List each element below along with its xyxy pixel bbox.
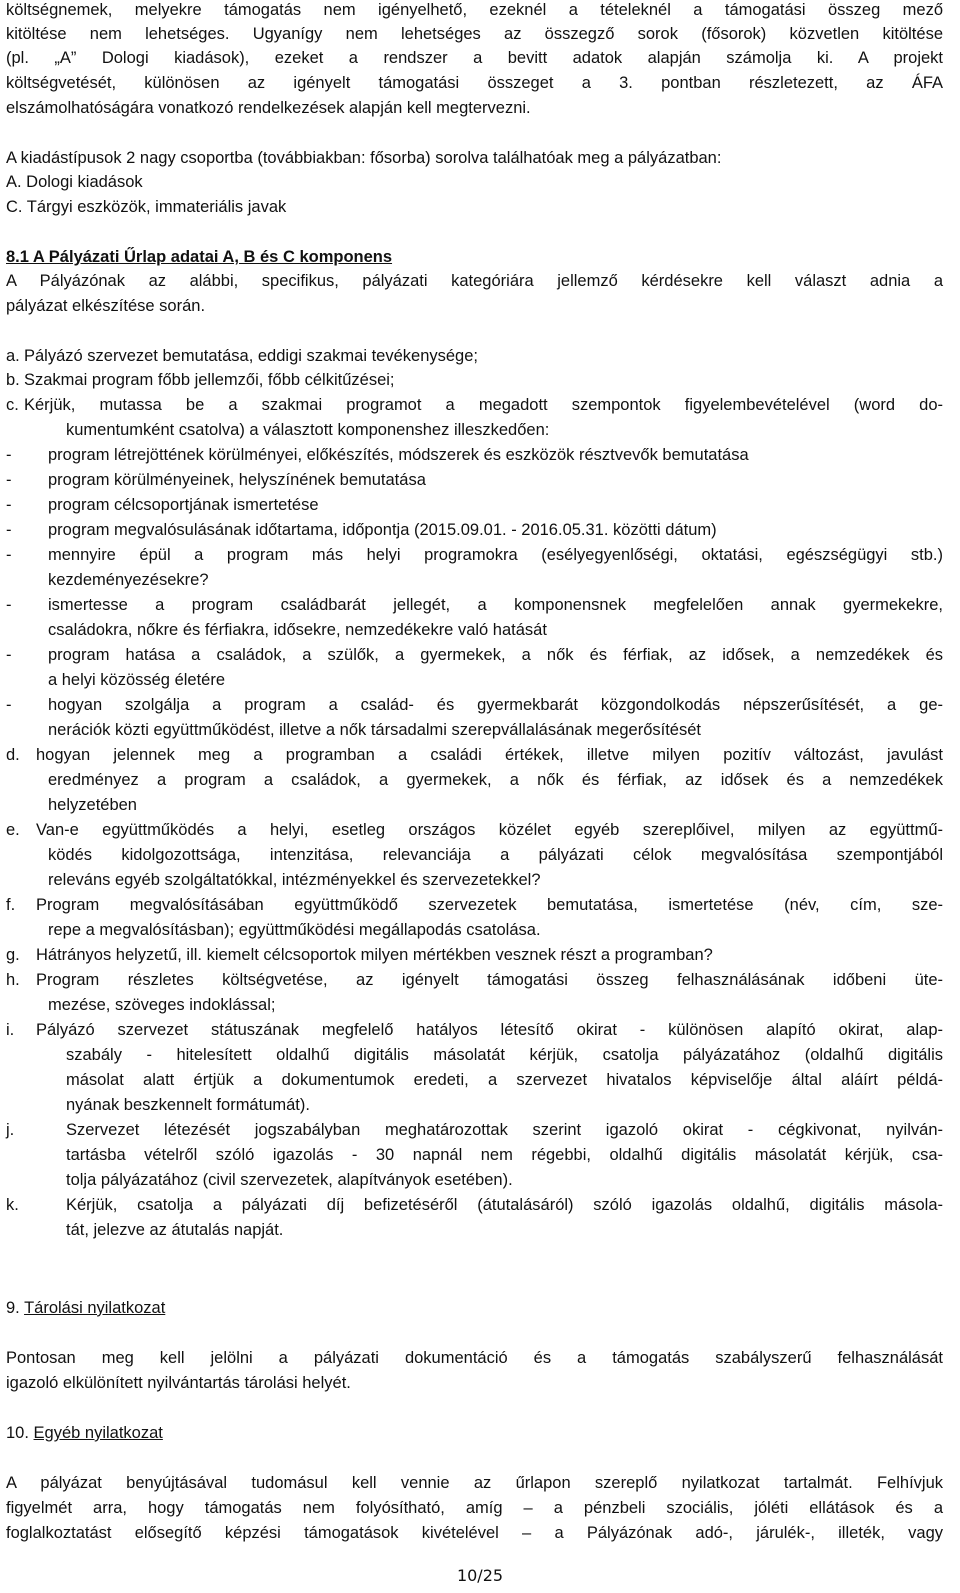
intro-line: kitöltése nem lehetséges. Ugyanígy nem lehetséges az összegző sorok (fősorok) közvetlen kitöltése bbox=[6, 25, 943, 43]
section-8-1-heading: 8.1 A Pályázati Űrlap adatai A, B és C komponens bbox=[6, 248, 393, 266]
item-text: Program megvalósításában együttműködő szervezetek bemutatása, ismertetése (név, cím, sze- bbox=[36, 896, 943, 914]
item-text: hogyan jelennek meg a programban a családi értékek, illetve milyen pozitív változást, javulást bbox=[36, 746, 943, 764]
item-text: Hátrányos helyzetű, ill. kiemelt célcsoportok milyen mértékben vesznek részt a programban? bbox=[36, 946, 713, 964]
dash-item-text: családokra, nőkre és férfiakra, idősekre, nemzedékekre való hatását bbox=[48, 621, 547, 639]
intro-line: költségvetését, különösen az igényelt támogatási összeget a 3. pontban részletezett, az ÁFA bbox=[6, 74, 943, 92]
item-letter: f. bbox=[6, 896, 16, 914]
item-text: kumentumként csatolva) a választott komponenshez illeszkedően: bbox=[66, 421, 550, 439]
section-10-text: foglalkoztatást elősegítő képzési támogatások kivételével – a Pályázónak adó-, járulék-, illeték, vagy bbox=[6, 1524, 943, 1542]
intro-line: elszámolhatóságára vonatkozó rendelkezések alapján kell megtervezni. bbox=[6, 99, 531, 117]
item-text: eredményez a program a családok, a gyermekek, a nők és férfiak, az idősek és a nemzedékek bbox=[48, 771, 943, 789]
dash-item-text: program hatása a családok, a szülők, a gyermekek, a nők és férfiak, az idősek, a nemzedékek és bbox=[48, 646, 943, 664]
item-text: tartásba vételről szóló igazolás - 30 napnál nem régebbi, oldalhű digitális másolatát kérjük, csa- bbox=[66, 1146, 943, 1164]
item-letter: h. bbox=[6, 971, 20, 989]
item-text: tolja pályázatához (civil szervezetek, alapítványok esetében). bbox=[66, 1171, 513, 1189]
dash-item-text: a helyi közösség életére bbox=[48, 671, 226, 689]
section-9-heading bbox=[6, 1298, 165, 1320]
section-9-text: igazoló elkülönített nyilvántartás tárolási helyét. bbox=[6, 1374, 351, 1392]
section-8-1-intro: A Pályázónak az alábbi, specifikus, pályázati kategóriára jellemző kérdésekre kell választ adnia a bbox=[6, 272, 943, 290]
dash-bullet: - bbox=[6, 496, 12, 514]
dash-item-text: program megvalósulásának időtartama, időpontja (2015.09.01. - 2016.05.31. közötti dátum) bbox=[48, 521, 717, 539]
section-9-number: 9. bbox=[6, 1299, 20, 1317]
item-text: szabály - hitelesített oldalhű digitális másolatát kérjük, csatolja pályázatához (oldalhű digitális bbox=[66, 1046, 943, 1064]
item-text: repe a megvalósításban); együttműködési megállapodás csatolása. bbox=[48, 921, 541, 939]
dash-item-text: program célcsoportjának ismertetése bbox=[48, 496, 319, 514]
dash-bullet: - bbox=[6, 471, 12, 489]
item-text: Pályázó szervezet bemutatása, eddigi szakmai tevékenysége; bbox=[24, 347, 478, 365]
groups-intro: A kiadástípusok 2 nagy csoportba (továbbiakban: fősorba) sorolva találhatóak meg a pályázatban: bbox=[6, 149, 722, 167]
dash-item-text: kezdeményezésekre? bbox=[48, 571, 209, 589]
section-9-title: Tárolási nyilatkozat bbox=[24, 1299, 166, 1317]
dash-item-text: mennyire épül a program más helyi programokra (esélyegyenlőségi, oktatási, egészségügyi stb.) bbox=[48, 546, 943, 564]
dash-bullet: - bbox=[6, 521, 12, 539]
group-item: A. Dologi kiadások bbox=[6, 173, 143, 191]
dash-item-text: program körülményeinek, helyszínének bemutatása bbox=[48, 471, 426, 489]
item-letter: c. bbox=[6, 396, 19, 414]
section-10-title: Egyéb nyilatkozat bbox=[33, 1424, 163, 1442]
dash-item-text: nerációk közti együttműködést, illetve a nők társadalmi szerepvállalásának megerősítését bbox=[48, 721, 701, 739]
section-10-heading bbox=[6, 1423, 163, 1445]
item-text: mezése, szöveges indoklással; bbox=[48, 996, 276, 1014]
section-10-number: 10. bbox=[6, 1424, 29, 1442]
item-letter: g. bbox=[6, 946, 20, 964]
item-text: Kérjük, csatolja a pályázati díj befizetéséről (átutalásáról) szóló igazolás oldalhű, digitális másola- bbox=[66, 1196, 943, 1214]
item-text: releváns egyéb szolgáltatókkal, intézményekkel és szervezetekkel? bbox=[48, 871, 541, 889]
section-8-1-intro: pályázat elkészítése során. bbox=[6, 297, 206, 315]
intro-line: költségnemek, melyekre támogatás nem igényelhető, ezeknél a tételeknél a támogatási összeg mező bbox=[6, 1, 943, 19]
dash-bullet: - bbox=[6, 546, 12, 564]
item-text: helyzetében bbox=[48, 796, 137, 814]
item-letter: b. bbox=[6, 371, 20, 389]
section-10-text: A pályázat benyújtásával tudomásul kell vennie az űrlapon szereplő nyilatkozat tartalmát. Felhívjuk bbox=[6, 1474, 943, 1492]
item-text: másolat alatt értjük a dokumentumok eredeti, a szervezet hivatalos képviselője által aláírt példá- bbox=[66, 1071, 943, 1089]
item-text: tát, jelezve az átutalás napját. bbox=[66, 1221, 284, 1239]
item-text: Program részletes költségvetése, az igényelt támogatási összeg felhasználásának időbeni üte- bbox=[36, 971, 943, 989]
dash-bullet: - bbox=[6, 446, 12, 464]
dash-bullet: - bbox=[6, 646, 12, 664]
item-letter: e. bbox=[6, 821, 20, 839]
group-item: C. Tárgyi eszközök, immateriális javak bbox=[6, 198, 287, 216]
dash-bullet: - bbox=[6, 696, 12, 714]
dash-item-text: ismertesse a program családbarát jellegét, a komponensnek megfelelően annak gyermekekre, bbox=[48, 596, 943, 614]
item-letter: d. bbox=[6, 746, 20, 764]
dash-item-text: hogyan szolgálja a program a család- és gyermekbarát közgondolkodás népszerűsítését, a ge- bbox=[48, 696, 943, 714]
item-text: ködés kidolgozottsága, intenzitása, relevanciája a pályázati célok megvalósítása szempontjából bbox=[48, 846, 943, 864]
item-text: Pályázó szervezet státuszának megfelelő hatályos létesítő okirat - különösen alapító okirat, alap- bbox=[36, 1021, 943, 1039]
item-letter: a. bbox=[6, 347, 20, 365]
item-text: nyának beszkennelt formátumát). bbox=[66, 1096, 310, 1114]
dash-item-text: program létrejöttének körülményei, előkészítés, módszerek és eszközök résztvevők bemutatása bbox=[48, 446, 749, 464]
item-text: Szakmai program főbb jellemzői, főbb célkitűzései; bbox=[24, 371, 395, 389]
section-9-text: Pontosan meg kell jelölni a pályázati dokumentáció és a támogatás szabályszerű felhasználását bbox=[6, 1349, 943, 1367]
item-letter: j. bbox=[6, 1121, 15, 1139]
page-number: 10/25 bbox=[456, 1566, 504, 1585]
item-letter: k. bbox=[6, 1196, 19, 1214]
item-text: Szervezet létezését jogszabályban meghatározottak szerint igazoló okirat - cégkivonat, nyilván- bbox=[66, 1121, 943, 1139]
item-text: Kérjük, mutassa be a szakmai programot a megadott szempontok figyelembevételével (word do- bbox=[24, 396, 943, 414]
intro-line: (pl. „A” Dologi kiadások), ezeket a rendszer a bevitt adatok alapján számolja ki. A projekt bbox=[6, 49, 943, 67]
item-letter: i. bbox=[6, 1021, 15, 1039]
section-10-text: figyelmét arra, hogy támogatás nem folyósítható, amíg – a pénzbeli szociális, jóléti ellátások és a bbox=[6, 1499, 943, 1517]
dash-bullet: - bbox=[6, 596, 12, 614]
item-text: Van-e együttműködés a helyi, esetleg országos közélet egyéb szereplőivel, milyen az együttmű- bbox=[36, 821, 943, 839]
